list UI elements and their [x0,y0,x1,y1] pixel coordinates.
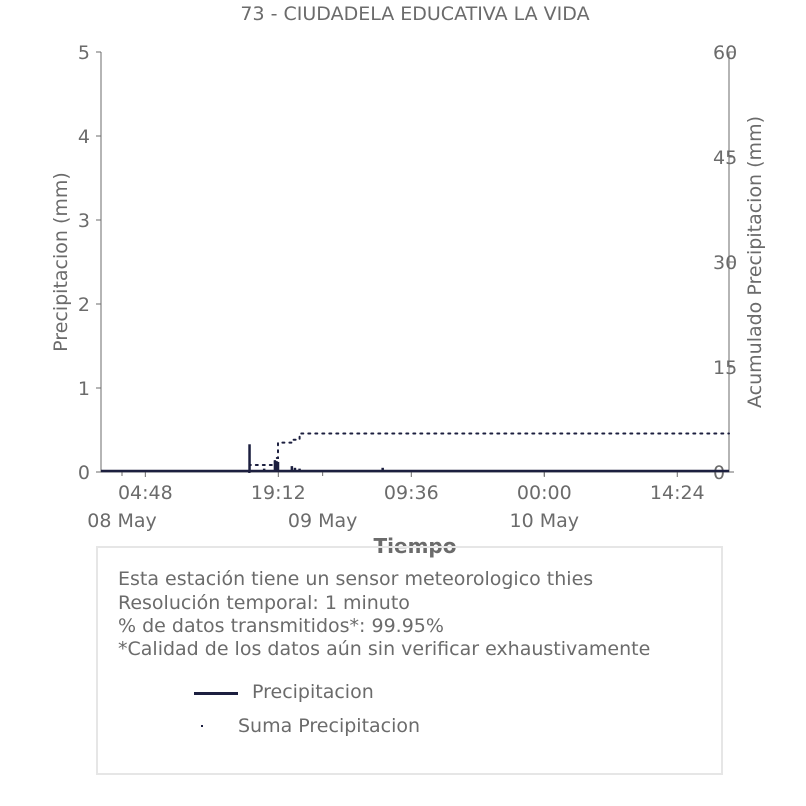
y-tick-label-right-2: 30 [713,252,738,274]
y-tick-label-left-5: 5 [77,42,90,64]
x-axis-label: Tiempo [373,534,457,558]
date-tick-label-0: 08 May [87,510,157,532]
info-quality-note: *Calidad de los datos aún sin verificar exhaustivamente [118,638,651,660]
x-tick-label-2: 09:36 [383,482,439,504]
legend-suma-swatch [201,725,203,727]
y-tick-label-right-3: 45 [713,147,738,169]
y-tick-label-left-1: 1 [77,378,90,400]
y-tick-label-left-2: 2 [77,294,90,316]
legend-suma-label: Suma Precipitacion [238,715,421,737]
date-tick-label-2: 10 May [509,510,580,532]
date-tick-label-1: 09 May [287,510,358,532]
y-axis-label-left: Precipitacion (mm) [50,172,72,352]
info-box [96,546,723,775]
x-tick-label-0: 04:48 [117,482,173,504]
legend-precipitacion-swatch [194,692,238,695]
y-tick-label-right-0: 0 [713,462,726,484]
info-resolution: Resolución temporal: 1 minuto [118,592,410,614]
legend-precipitacion-label: Precipitacion [252,681,374,703]
series-suma-precipitacion [249,434,729,473]
y-axis-label-right: Acumulado Precipitacion (mm) [744,116,766,408]
y-tick-label-right-1: 15 [713,357,738,379]
x-tick-label-4: 14:24 [649,482,705,504]
y-tick-label-right-4: 60 [713,42,738,64]
info-sensor: Esta estación tiene un sensor meteorologico thies [118,568,594,590]
chart-title: 73 - CIUDADELA EDUCATIVA LA VIDA [240,3,590,25]
info-transmitted: % de datos transmitidos*: 99.95% [118,615,444,637]
x-tick-label-3: 00:00 [516,482,572,504]
y-tick-label-left-0: 0 [77,462,90,484]
y-tick-label-left-3: 3 [77,210,90,232]
y-tick-label-left-4: 4 [77,126,90,148]
x-tick-label-1: 19:12 [250,482,306,504]
